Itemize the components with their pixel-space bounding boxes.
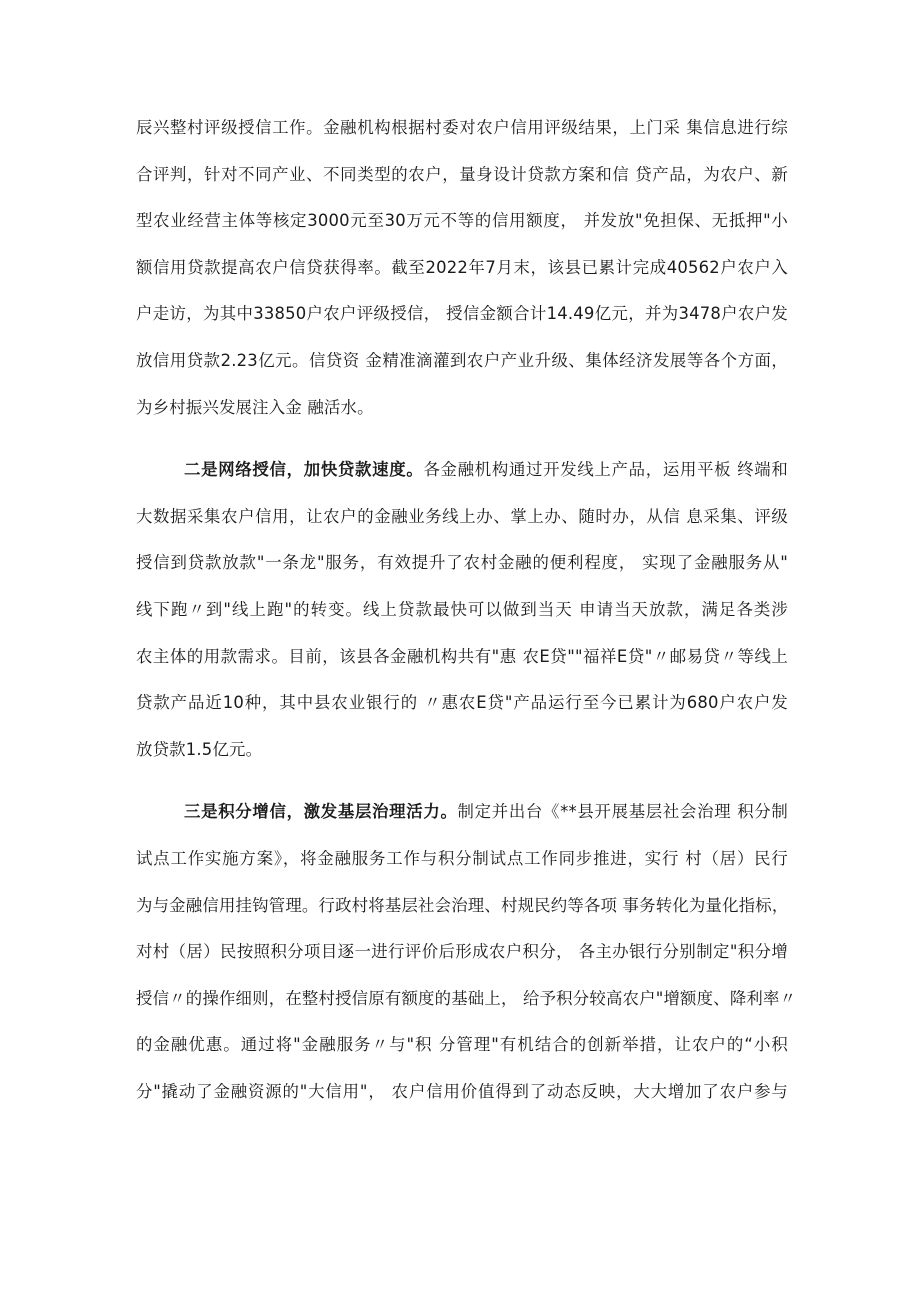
paragraph-1-line: 合评判，针对不同产业、不同类型的农户，量身设计贷款方案和信 贷产品，为农户、新 bbox=[136, 164, 788, 184]
paragraph-1-line: 额信用贷款提高农户信贷获得率。截至2022年7月末，该县已累计完成40562户农户入 bbox=[136, 257, 788, 277]
paragraph-2-line: 贷款产品近10种，其中县农业银行的 〃惠农E贷"产品运行至今已累计为680户农户发 bbox=[136, 693, 788, 713]
paragraph-spacer bbox=[136, 786, 788, 802]
paragraph-1 bbox=[136, 118, 788, 418]
paragraph-1-line: 放信用贷款2.23亿元。信贷资 金精准滴灌到农户产业升级、集体经济发展等各个方面， bbox=[136, 350, 788, 370]
paragraph-3-line: 为与金融信用挂钩管理。行政村将基层社会治理、村规民约等各项 事务转化为量化指标， bbox=[136, 895, 789, 915]
paragraph-3-heading: 三是积分增信，激发基层治理活力。 bbox=[184, 802, 458, 822]
paragraph-1-line: 户走访，为其中33850户农户评级授信， 授信金额合计14.49亿元，并为3478户农户发 bbox=[136, 304, 788, 324]
paragraph-3-line: 分"撬动了金融资源的"大信用"， 农户信用价值得到了动态反映，大大增加了农户参与 bbox=[136, 1081, 788, 1101]
paragraph-3-line: 对村（居）民按照积分项目逐一进行评价后形成农户积分， 各主办银行分别制定"积分增 bbox=[136, 942, 788, 962]
document-page bbox=[136, 118, 797, 1128]
paragraph-2 bbox=[136, 460, 788, 760]
paragraph-3-line: 的金融优惠。通过将"金融服务〃与"积 分管理"有机结合的创新举措，让农户的“小积 bbox=[136, 1035, 788, 1055]
paragraph-spacer bbox=[136, 444, 788, 460]
paragraph-1-line: 辰兴整村评级授信工作。金融机构根据村委对农户信用评级结果，上门采 集信息进行综 bbox=[136, 118, 788, 137]
paragraph-2-first-line-text: 各金融机构通过开发线上产品，运用平板 终端和 bbox=[423, 460, 788, 480]
paragraph-2-line: 大数据采集农户信用，让农户的金融业务线上办、掌上办、随时办，从信 息采集、评级 bbox=[136, 506, 788, 526]
paragraph-2-line: 线下跑〃到"线上跑"的转变。线上贷款最快可以做到当天 申请当天放款，满足各类涉 bbox=[136, 599, 788, 619]
paragraph-1-line: 型农业经营主体等核定3000元至30万元不等的信用额度， 并发放"免担保、无抵押"小 bbox=[136, 211, 788, 231]
paragraph-2-heading: 二是网络授信，加快贷款速度。 bbox=[184, 460, 424, 480]
paragraph-3-line: 授信〃的操作细则，在整村授信原有额度的基础上， 给予积分较高农户"增额度、降利率〃 bbox=[136, 988, 797, 1008]
paragraph-3-first-line-text: 制定并出台《**县开展基层社会治理 积分制 bbox=[457, 802, 788, 822]
paragraph-2-first-line bbox=[136, 460, 788, 480]
paragraph-2-line: 放贷款1.5亿元。 bbox=[136, 739, 263, 759]
paragraph-3-line: 试点工作实施方案》，将金融服务工作与积分制试点工作同步推进，实行 村（居）民行 bbox=[136, 848, 788, 868]
paragraph-1-line: 为乡村振兴发展注入金 融活水。 bbox=[136, 397, 374, 417]
paragraph-2-line: 农主体的用款需求。目前，该县各金融机构共有"惠 农E贷""福祥E贷"〃邮易贷〃等线上 bbox=[136, 646, 788, 666]
paragraph-3-first-line bbox=[136, 802, 788, 822]
paragraph-2-line: 授信到贷款放款"一条龙"服务，有效提升了农村金融的便利程度， 实现了金融服务从" bbox=[136, 553, 788, 573]
paragraph-3 bbox=[136, 802, 797, 1102]
